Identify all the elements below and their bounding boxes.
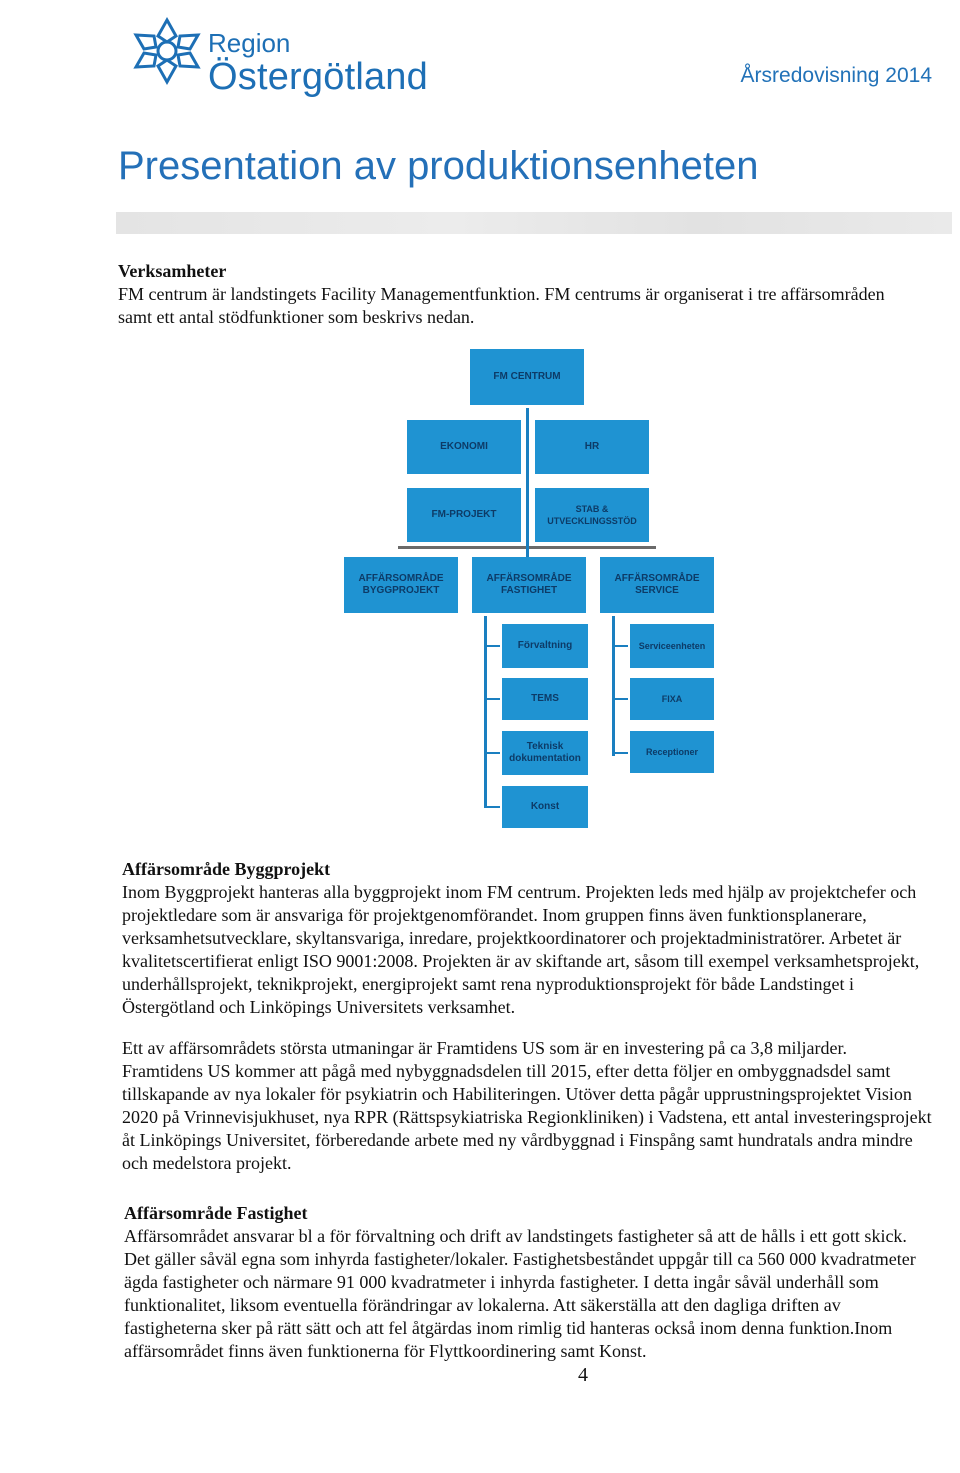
- connector-line: [484, 645, 500, 647]
- org-box-forvaltning: Förvaltning: [502, 624, 588, 668]
- connector-line: [484, 752, 500, 754]
- section-heading: Verksamheter: [118, 261, 227, 281]
- connector-line: [484, 698, 500, 700]
- org-box-fixa: FIXA: [630, 678, 714, 720]
- org-box-teknisk-dokumentation: Teknisk dokumentation: [502, 731, 588, 775]
- brand-region-text: Region: [208, 28, 291, 58]
- org-box-tems: TEMS: [502, 678, 588, 720]
- org-box-serviceenheten: Serviceenheten: [630, 624, 714, 668]
- connector-line: [484, 806, 500, 808]
- section-body: Ett av affärsområdets största utmaningar är Framtidens US som är en investering på ca 3,8 miljarder. Framtidens US kommer att pågå med nybyggnadsdelen till 2015, efter detta följer en ombyggnadsdel samt tillskapande av nya lokaler för psykiatrin och Habiliteringen. Utöver detta pågår upprustningsprojektet Vision 2020 på Vrinnevisjukhuset, nya RPR (Rättspsykiatriska Regionkliniken) i Vadstena, ett antal investeringsprojekt åt Linköpings Universitet, förberedande arbete med ny vårdbyggnad i Finspång samt hundratals andra mindre och medelstora projekt.: [122, 1038, 932, 1173]
- section-body: Inom Byggprojekt hanteras alla byggprojekt inom FM centrum. Projekten leds med hjälp av projektchefer och projektledare som är ansvariga för projektgenomförandet. Inom gruppen finns även funktionsplanerare, verksamhetsutvecklare, skyltansvariga, inredare, projektkoordinatorer och projektadministratörer. Arbetet är kvalitetscertifierat enligt ISO 9001:2008. Projekten är av skiftande art, såsom till exempel verksamhetsprojekt, underhållsprojekt, teknikprojekt, energiprojekt samt rena nyproduktionsprojekt för både Landstinget i Östergötland och Linköpings Universitets verksamhet.: [122, 882, 920, 1017]
- org-box-fastighet: AFFÄRSOMRÅDE FASTIGHET: [472, 557, 586, 613]
- connector-line: [612, 645, 628, 647]
- section-heading: Affärsområde Byggprojekt: [122, 859, 331, 879]
- page-number: 4: [578, 1364, 588, 1386]
- header-divider: [116, 212, 952, 234]
- connector-line: [526, 546, 529, 558]
- org-box-byggprojekt: AFFÄRSOMRÅDE BYGGPROJEKT: [344, 557, 458, 613]
- org-box-hr: HR: [535, 420, 649, 474]
- section-fastighet: [124, 1202, 936, 1363]
- brand: [130, 16, 430, 98]
- org-box-ekonomi: EKONOMI: [407, 420, 521, 474]
- org-box-konst: Konst: [502, 786, 588, 828]
- org-box-fm-centrum: FM CENTRUM: [470, 349, 584, 405]
- brand-name-text: Östergötland: [208, 56, 428, 98]
- page-title: Presentation av produktionsenheten: [118, 144, 759, 188]
- connector-line: [612, 616, 615, 756]
- org-box-receptioner: Receptioner: [630, 731, 714, 773]
- connector-line: [612, 752, 628, 754]
- section-body: Affärsområdet ansvarar bl a för förvaltning och drift av landstingets fastigheter så att de hålls i ett gott skick. Det gäller såväl egna som inhyrda fastigheter/lokaler. Fastighetsbeståndet uppgår till ca 560 000 kvadratmeter ägda fastigheter och närmare 91 000 kvadratmeter i inhyrda fastigheter. I detta ingår såväl underhåll som funktionalitet, liksom eventuella förändringar av lokalerna. Att säkerställa att den dagliga driften av fastigheterna sker på rätt sätt och att fel åtgärdas inom rimlig tid hanteras också inom denna funktion.Inom affärsområdet finns även funktionerna för Flyttkoordinering samt Konst.: [124, 1226, 916, 1361]
- org-box-service: AFFÄRSOMRÅDE SERVICE: [600, 557, 714, 613]
- connector-line: [612, 698, 628, 700]
- section-verksamheter: [118, 260, 898, 329]
- section-byggprojekt-continued: [122, 1037, 932, 1175]
- region-logo-icon: [130, 16, 204, 86]
- report-title: Årsredovisning 2014: [740, 64, 932, 87]
- connector-line: [526, 408, 529, 546]
- org-box-fm-projekt: FM-PROJEKT: [407, 488, 521, 542]
- connector-line: [484, 616, 487, 808]
- connector-line: [398, 546, 656, 549]
- section-heading: Affärsområde Fastighet: [124, 1203, 308, 1223]
- section-body: FM centrum är landstingets Facility Managementfunktion. FM centrums är organiserat i tre affärsområden samt ett antal stödfunktioner som beskrivs nedan.: [118, 284, 885, 327]
- section-byggprojekt: [122, 858, 932, 1019]
- org-box-stab: STAB & UTVECKLINGSSTÖD: [535, 488, 649, 542]
